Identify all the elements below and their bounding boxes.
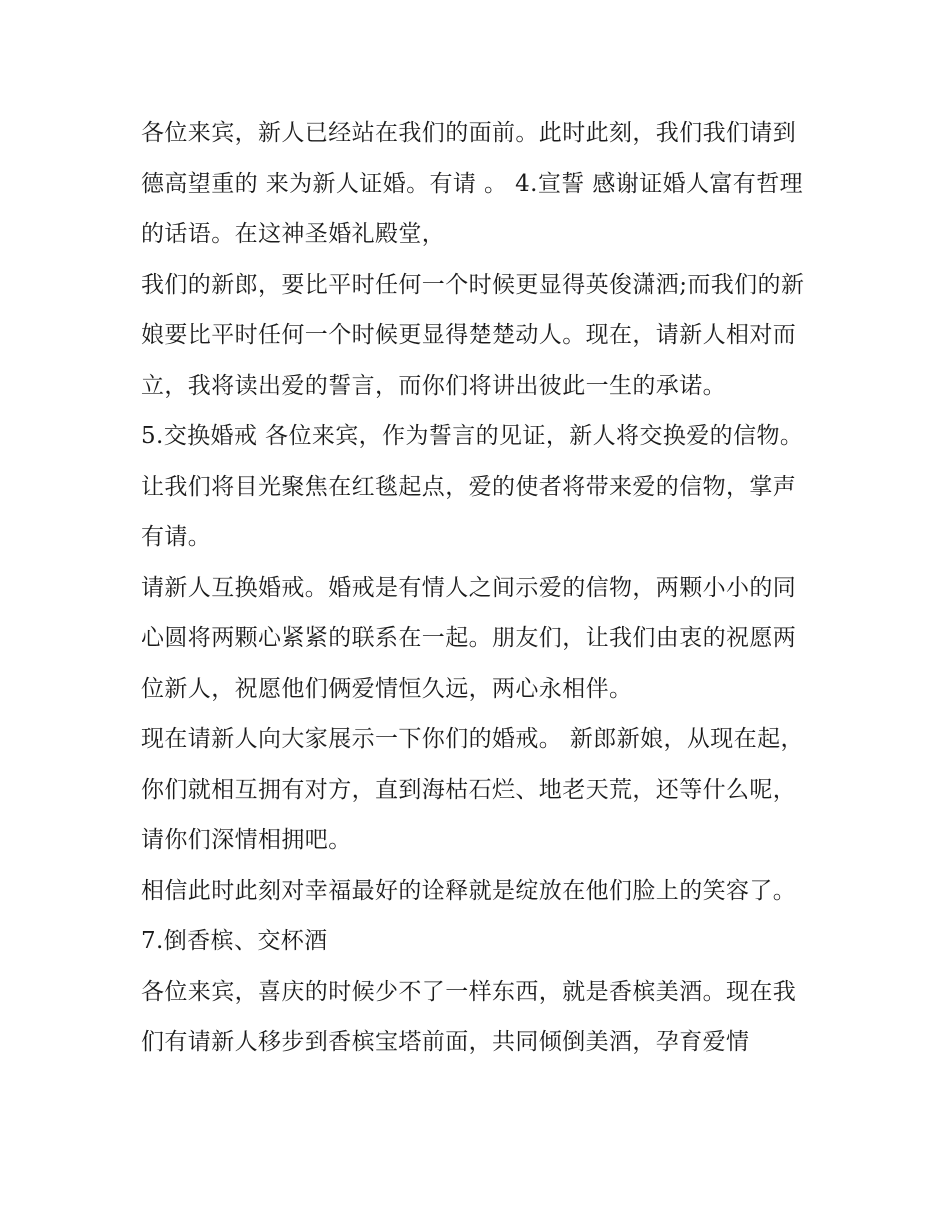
- document-body: [141, 108, 813, 1068]
- paragraph-1: 各位来宾，新人已经站在我们的面前。此时此刻，我们我们请到德高望重的 来为新人证婚。有请 。 4.宣誓 感谢证婚人富有哲理的话语。在这神圣婚礼殿堂，: [141, 120, 803, 247]
- paragraph-6: 相信此时此刻对幸福最好的诠释就是绽放在他们脸上的笑容了。 7.倒香槟、交杯酒: [141, 877, 797, 954]
- paragraph-5: 现在请新人向大家展示一下你们的婚戒。 新郎新娘，从现在起，你们就相互拥有对方，直到海枯石烂、地老天荒，还等什么呢，请你们深情相拥吧。: [141, 726, 804, 853]
- paragraph-4: 请新人互换婚戒。婚戒是有情人之间示爱的信物，两颗小小的同心圆将两颗心紧紧的联系在一起。朋友们，让我们由衷的祝愿两位新人，祝愿他们俩爱情恒久远，两心永相伴。: [141, 574, 797, 702]
- paragraph-3: 5.交换婚戒 各位来宾，作为誓言的见证，新人将交换爱的信物。让我们将目光聚焦在红毯起点，爱的使者将带来爱的信物，掌声有请。: [141, 423, 804, 550]
- paragraph-7: 各位来宾，喜庆的时候少不了一样东西，就是香槟美酒。现在我们有请新人移步到香槟宝塔前面，共同倾倒美酒，孕育爱情: [141, 978, 797, 1055]
- paragraph-2: 我们的新郎，要比平时任何一个时候更显得英俊潇洒;而我们的新娘要比平时任何一个时候更显得楚楚动人。现在，请新人相对而立，我将读出爱的誓言，而你们将讲出彼此一生的承诺。: [141, 271, 805, 399]
